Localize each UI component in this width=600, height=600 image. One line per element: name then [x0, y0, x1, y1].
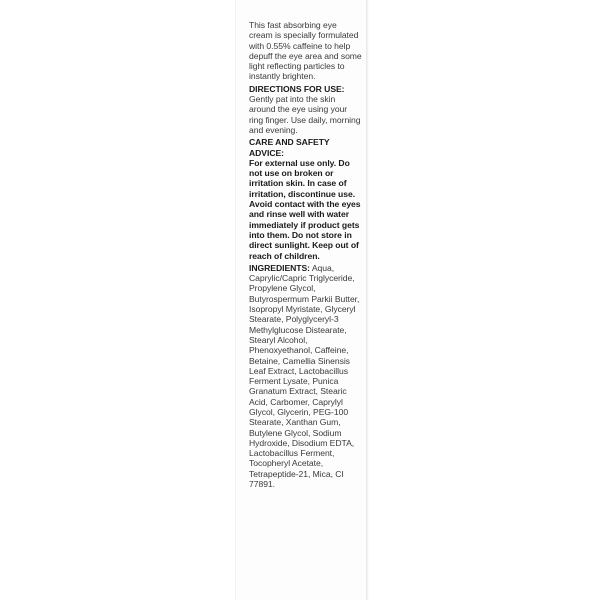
ingredients-text: Aqua, Caprylic/Capric Triglyceride, Propylene Glycol, Butyrospermum Parkii Butter, Isopropyl Myristate, Glyceryl Stearate, Polyglyceryl-3 Methylglucose Distearate, Stearyl Alcohol, Phenoxyethanol, Caffeine, Betaine, Camellia Sinensis Leaf Extract, Lactobacillus Ferment Lysate, Punica Granatum Extract, Stearic Acid, Carbomer, Caprylyl Glycol, Glycerin, PEG-100 Stearate, Xanthan Gum, Butylene Glycol, Sodium Hydroxide, Disodium EDTA, Lactobacillus Ferment, Tocopheryl Acetate, Tetrapeptide-21, Mica, CI 77891. [249, 262, 360, 490]
ingredients-heading: INGREDIENTS: [249, 262, 310, 273]
ingredients-block [249, 263, 362, 490]
packaging-edge-shadow [366, 0, 369, 600]
intro-text: This fast absorbing eye cream is specially formulated with 0.55% caffeine to help depuff the eye area and some light reflecting particles to instantly brighten. [249, 20, 362, 82]
packaging-text [249, 20, 362, 491]
directions-heading: DIRECTIONS FOR USE: [249, 83, 345, 94]
care-text: For external use only. Do not use on broken or irritation skin. In case of irritation, discontinue use. Avoid contact with the eyes and rinse well with water immediately if product gets into them. Do not store in direct sunlight. Keep out of reach of children. [249, 157, 361, 261]
directions-text: Gently pat into the skin around the eye using your ring finger. Use daily, morning and evening. [249, 94, 361, 135]
care-heading: CARE AND SAFETY ADVICE: [249, 137, 330, 158]
